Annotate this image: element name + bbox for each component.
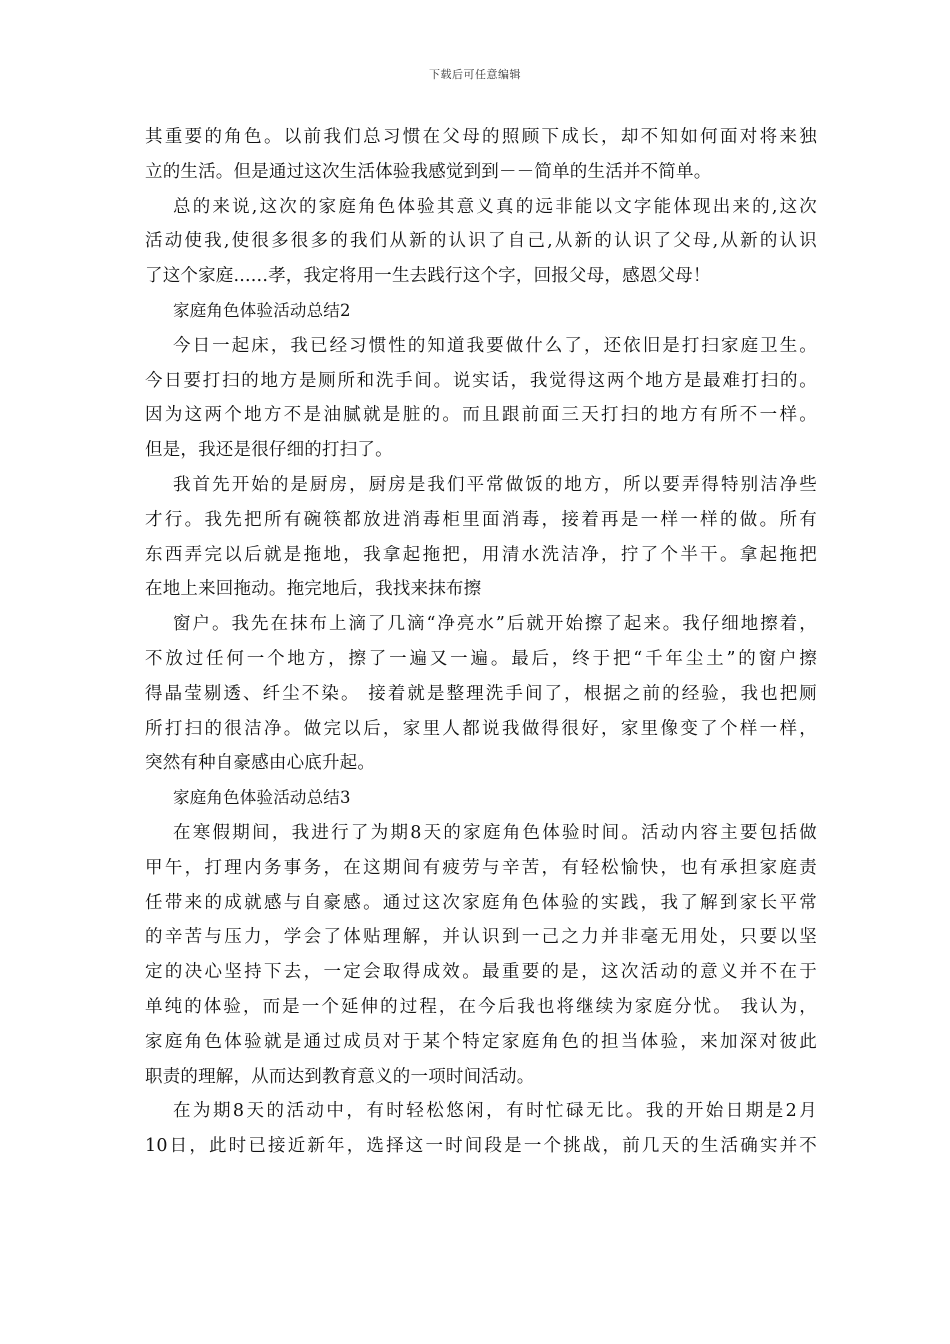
text-line: 今日一起床，我已经习惯性的知道我要做什么了，还依旧是打扫家庭卫生。: [173, 335, 817, 356]
text-line: 的辛苦与压力，学会了体贴理解，并认识到一己之力并非毫无用处，只要以坚: [145, 927, 817, 948]
paragraph: [145, 190, 817, 294]
text-line: 在为期8天的活动中，有时轻松悠闲，有时忙碌无比。我的开始日期是2月: [173, 1101, 817, 1122]
text-line: 在寒假期间，我进行了为期8天的家庭角色体验时间。活动内容主要包括做: [173, 822, 817, 843]
text-line: 家庭角色体验就是通过成员对于某个特定家庭角色的担当体验，来加深对彼此: [145, 1031, 817, 1052]
text-line: 总的来说,这次的家庭角色体验其意义真的远非能以文字能体现出来的,这次: [173, 196, 817, 217]
heading-text: 家庭角色体验活动总结2: [173, 300, 351, 320]
text-line: 窗户。我先在抹布上滴了几滴“净亮水”后就开始擦了起来。我仔细地擦着，: [173, 614, 817, 635]
text-line: 其重要的角色。以前我们总习惯在父母的照顾下成长，却不知如何面对将来独: [145, 127, 817, 147]
text-line: 在地上来回拖动。拖完地后，我找来抹布擦: [145, 579, 482, 600]
text-line: 单纯的体验，而是一个延伸的过程，在今后我也将继续为家庭分忧。 我认为，: [145, 996, 817, 1017]
text-line: 东西弄完以后就是拖地，我拿起拖把，用清水洗洁净，拧了个半干。拿起拖把: [145, 544, 817, 565]
page-header: 下载后可任意编辑: [429, 68, 521, 81]
text-line: 才行。我先把所有碗筷都放进消毒柜里面消毒，接着再是一样一样的做。所有: [145, 509, 817, 530]
heading-text: 家庭角色体验活动总结3: [173, 788, 351, 808]
paragraph: [145, 468, 817, 607]
text-line: 10日，此时已接近新年，选择这一时间段是一个挑战，前几天的生活确实并不: [145, 1136, 817, 1157]
paragraph: [145, 329, 817, 468]
text-line: 立的生活。但是通过这次生活体验我感觉到到－－简单的生活并不简单。: [145, 161, 712, 182]
section-heading: [145, 781, 817, 816]
section-heading: [145, 294, 817, 329]
document-body: [145, 120, 817, 1164]
text-line: 今日要打扫的地方是厕所和洗手间。说实话，我觉得这两个地方是最难打扫的。: [145, 370, 817, 391]
text-line: 所打扫的很洁净。做完以后，家里人都说我做得很好，家里像变了个样一样，: [145, 718, 817, 739]
text-line: 任带来的成就感与自豪感。通过这次家庭角色体验的实践，我了解到家长平常: [145, 892, 817, 913]
paragraph: [145, 1094, 817, 1164]
text-line: 但是，我还是很仔细的打扫了。: [145, 440, 393, 461]
text-line: 活动使我,使很多很多的我们从新的认识了自己,从新的认识了父母,从新的认识: [145, 231, 817, 252]
text-line: 职责的理解，从而达到教育意义的一项时间活动。: [145, 1066, 535, 1087]
text-line: 我首先开始的是厨房，厨房是我们平常做饭的地方，所以要弄得特别洁净些: [173, 474, 817, 495]
text-line: 甲午，打理内务事务，在这期间有疲劳与辛苦，有轻松愉快，也有承担家庭责: [145, 857, 817, 878]
text-line: 突然有种自豪感由心底升起。: [145, 753, 376, 774]
paragraph: [145, 816, 817, 1094]
text-line: 得晶莹剔透、纤尘不染。 接着就是整理洗手间了，根据之前的经验，我也把厕: [145, 683, 817, 704]
paragraph: [145, 607, 817, 781]
text-line: 因为这两个地方不是油腻就是脏的。而且跟前面三天打扫的地方有所不一样。: [145, 405, 817, 426]
text-line: 不放过任何一个地方，擦了一遍又一遍。最后，终于把“千年尘土”的窗户擦: [145, 648, 817, 669]
text-line: 定的决心坚持下去，一定会取得成效。最重要的是，这次活动的意义并不在于: [145, 962, 817, 983]
paragraph: [145, 120, 817, 190]
text-line: 了这个家庭......孝，我定将用一生去践行这个字，回报父母，感恩父母！: [145, 266, 711, 287]
